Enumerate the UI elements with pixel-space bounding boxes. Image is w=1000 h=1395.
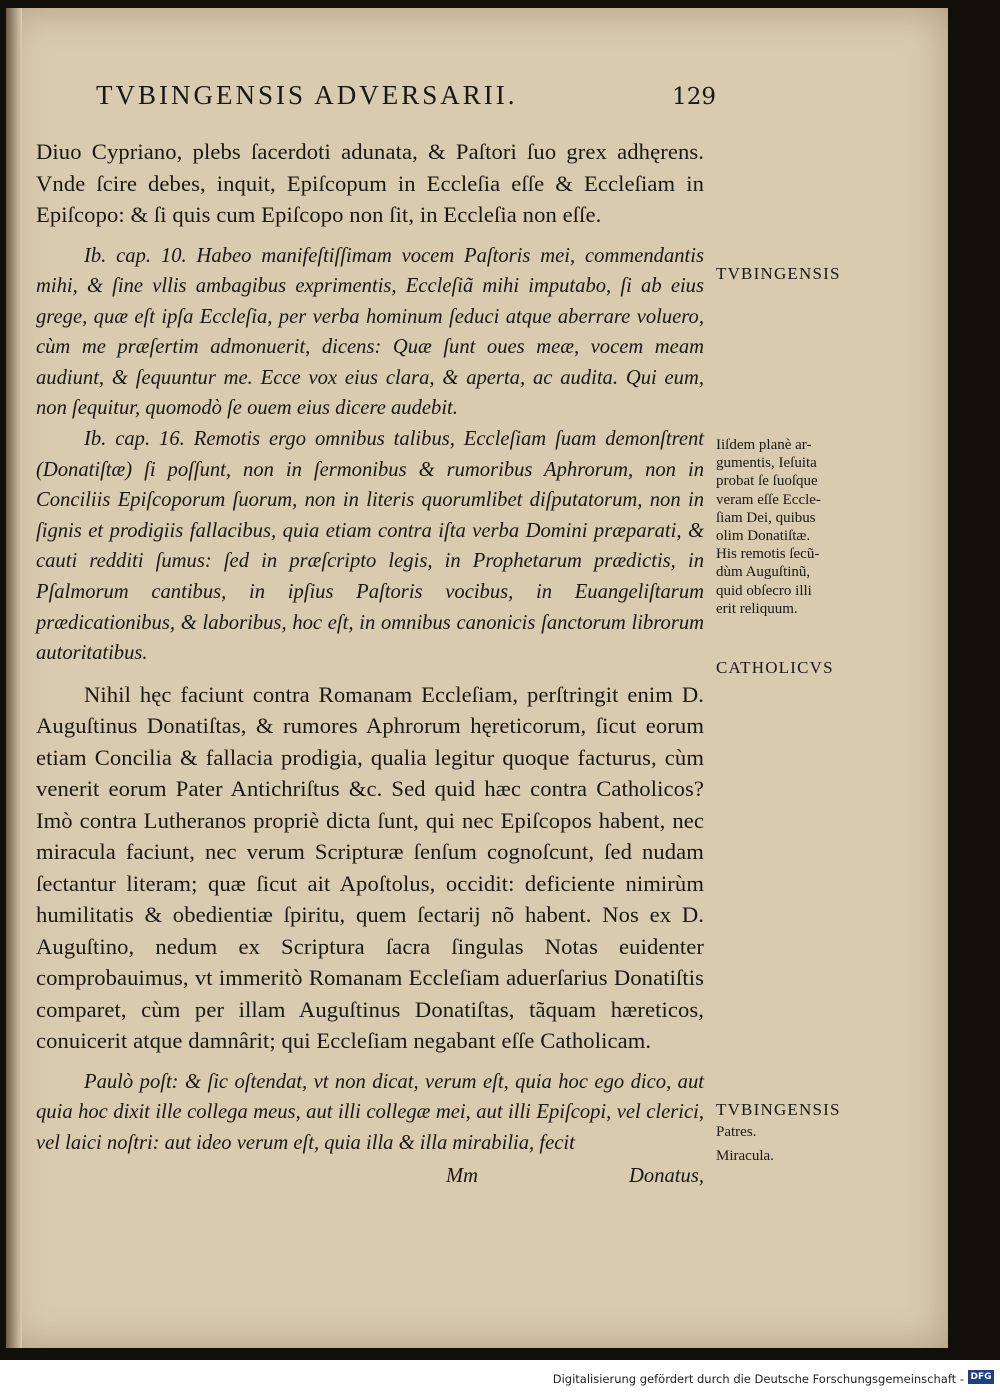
margin-note-line: Iiſdem planè ar-: [716, 437, 812, 453]
margin-note-line: quid obſecro illi: [716, 582, 812, 599]
margin-note-line: veram eſſe Eccle-: [716, 491, 821, 508]
margin-note-line: gumentis, Ieſuita: [716, 455, 817, 472]
margin-note-line: ſiam Dei, quibus: [716, 509, 816, 526]
margin-note-miracula: Miracula.: [716, 1148, 774, 1164]
margin-note-line: erit reliquum.: [716, 600, 798, 617]
paragraph-5: Paulò poſt: & ſic oſtendat, vt non dicat, verum eſt, quia hoc ego dico, aut quia hoc dixit ille collega meus, aut illi collegæ mei, aut illi Epiſcopi, vel clerici, vel laici noſtri: aut ideo verum eſt, quia illa & illa mirabilia, fecit: [36, 1070, 704, 1154]
margin-speaker-3: [716, 1100, 866, 1168]
paragraph-2: [36, 241, 704, 425]
signature-mark: Mm: [446, 1164, 479, 1187]
paragraph-4: Nihil hęc faciunt contra Romanam Eccleſiam, perſtringit enim D. Auguſtinus Donatiſtas, & rumores Aphrorum hęreticorum, ſicut eorum etiam Concilia & fallacia prodigia, qualia legitur quoque facturus, cùm venerit eorum Pater Antichriſtus &c. Sed quid hæc contra Catholicos? Imò contra Lutheranos propriè dicta ſunt, qui nec Epiſcopos habent, nec miracula faciunt, nec verum Scripturæ ſenſum cognoſcunt, ſed nudam ſectantur literam; quæ ſicut ait Apoſtolus, occidit: deficiente nimirùm humilitatis & obedientiæ ſpiritu, quem ſectarij nõ habent. Nos ex D. Auguſtino, nedum ex Scriptura ſacra ſingulas Notas euidenter comprobauimus, vt immeritò Romanam Eccleſiam aduerſarius Donatiſtis comparet, cùm per illam Auguſtinus Donatiſtas, tãquam hæreticos, conuicerit atque damnârit; qui Eccleſiam negabant eſſe Catholicam.: [36, 681, 704, 1054]
catchword: Donatus,: [629, 1164, 704, 1187]
margin-speaker-2: [716, 658, 866, 678]
citation-ref: Ib. cap. 16.: [84, 428, 185, 451]
running-head: TVBINGENSIS ADVERSARII.: [96, 80, 518, 110]
page-number: 129: [672, 84, 716, 110]
paragraph-3: [36, 424, 704, 669]
margin-speaker-1: [716, 264, 866, 284]
margin-note-line: olim Donatiſtæ.: [716, 528, 811, 545]
margin-note-1: [716, 436, 866, 618]
page-header: [96, 80, 716, 120]
speaker-label: TVBINGENSIS: [716, 1100, 841, 1119]
page-gutter-shadow: [6, 8, 22, 1348]
margin-note-line: probat ſe ſuoſque: [716, 473, 818, 490]
paragraph-3-text: Remotis ergo omnibus talibus, Eccleſiam ſuam demonſtrent (Donatiſtæ) ſi poſſunt, non in ſermonibus & rumoribus Aphrorum, non in Conciliis Epiſcoporum ſuorum, non in literis quorumlibet diſputatorum, non in ſignis et prodigiis fallacibus, quia etiam contra iſta verba Domini præparati, & cauti redditi ſumus: ſed in præſcripto legis, in Prophetarum prædictis, in Pſalmorum cantibus, in ipſius Paſtoris vocibus, in Euangeliſtarum prædicationibus, & laboribus, hoc eſt, in omnibus canonicis ſanctorum librorum autoritatibus.: [36, 428, 704, 665]
main-text-column: [36, 136, 704, 1188]
citation-ref: Ib. cap. 10.: [84, 244, 187, 267]
margin-note-line: His remotis ſecũ-: [716, 546, 820, 563]
book-page: [6, 8, 948, 1348]
funding-credit: Digitalisierung gefördert durch die Deutsche Forschungsgemeinschaft -: [552, 1372, 964, 1386]
digitization-footer: [0, 1360, 1000, 1395]
margin-note-line: dùm Auguſtinũ,: [716, 564, 811, 581]
speaker-label: CATHOLICVS: [716, 658, 834, 677]
paragraph-1: Diuo Cypriano, plebs ſacerdoti adunata, & Paſtori ſuo grex adhęrens. Vnde ſcire debes, inquit, Epiſcopum in Eccleſia eſſe & Eccleſiam in Epiſcopo: & ſi quis cum Epiſcopo non ſit, in Eccleſia non eſſe.: [36, 139, 704, 227]
paragraph-2-text: Habeo manifeſtiſſimam vocem Paſtoris mei, commendantis mihi, & ſine vllis ambagibus exprimentis, Eccleſiã mihi imputabo, ſi ab eius grege, quæ eſt ipſa Eccleſia, per verba hominum ſeduci atque aberrare voluero, cùm me præſertim admonuerit, dicens: Quæ ſunt oues meæ, vocem meam audiunt, & ſequuntur me. Ecce vox eius clara, & aperta, ac audita. Qui eum, non ſequitur, quomodò ſe ouem eius dicere audebit.: [36, 244, 705, 420]
speaker-label: TVBINGENSIS: [716, 264, 841, 283]
margin-note-patres: Patres.: [716, 1124, 757, 1140]
signature-line: [36, 1165, 704, 1188]
dfg-logo-icon: DFG: [968, 1370, 994, 1384]
